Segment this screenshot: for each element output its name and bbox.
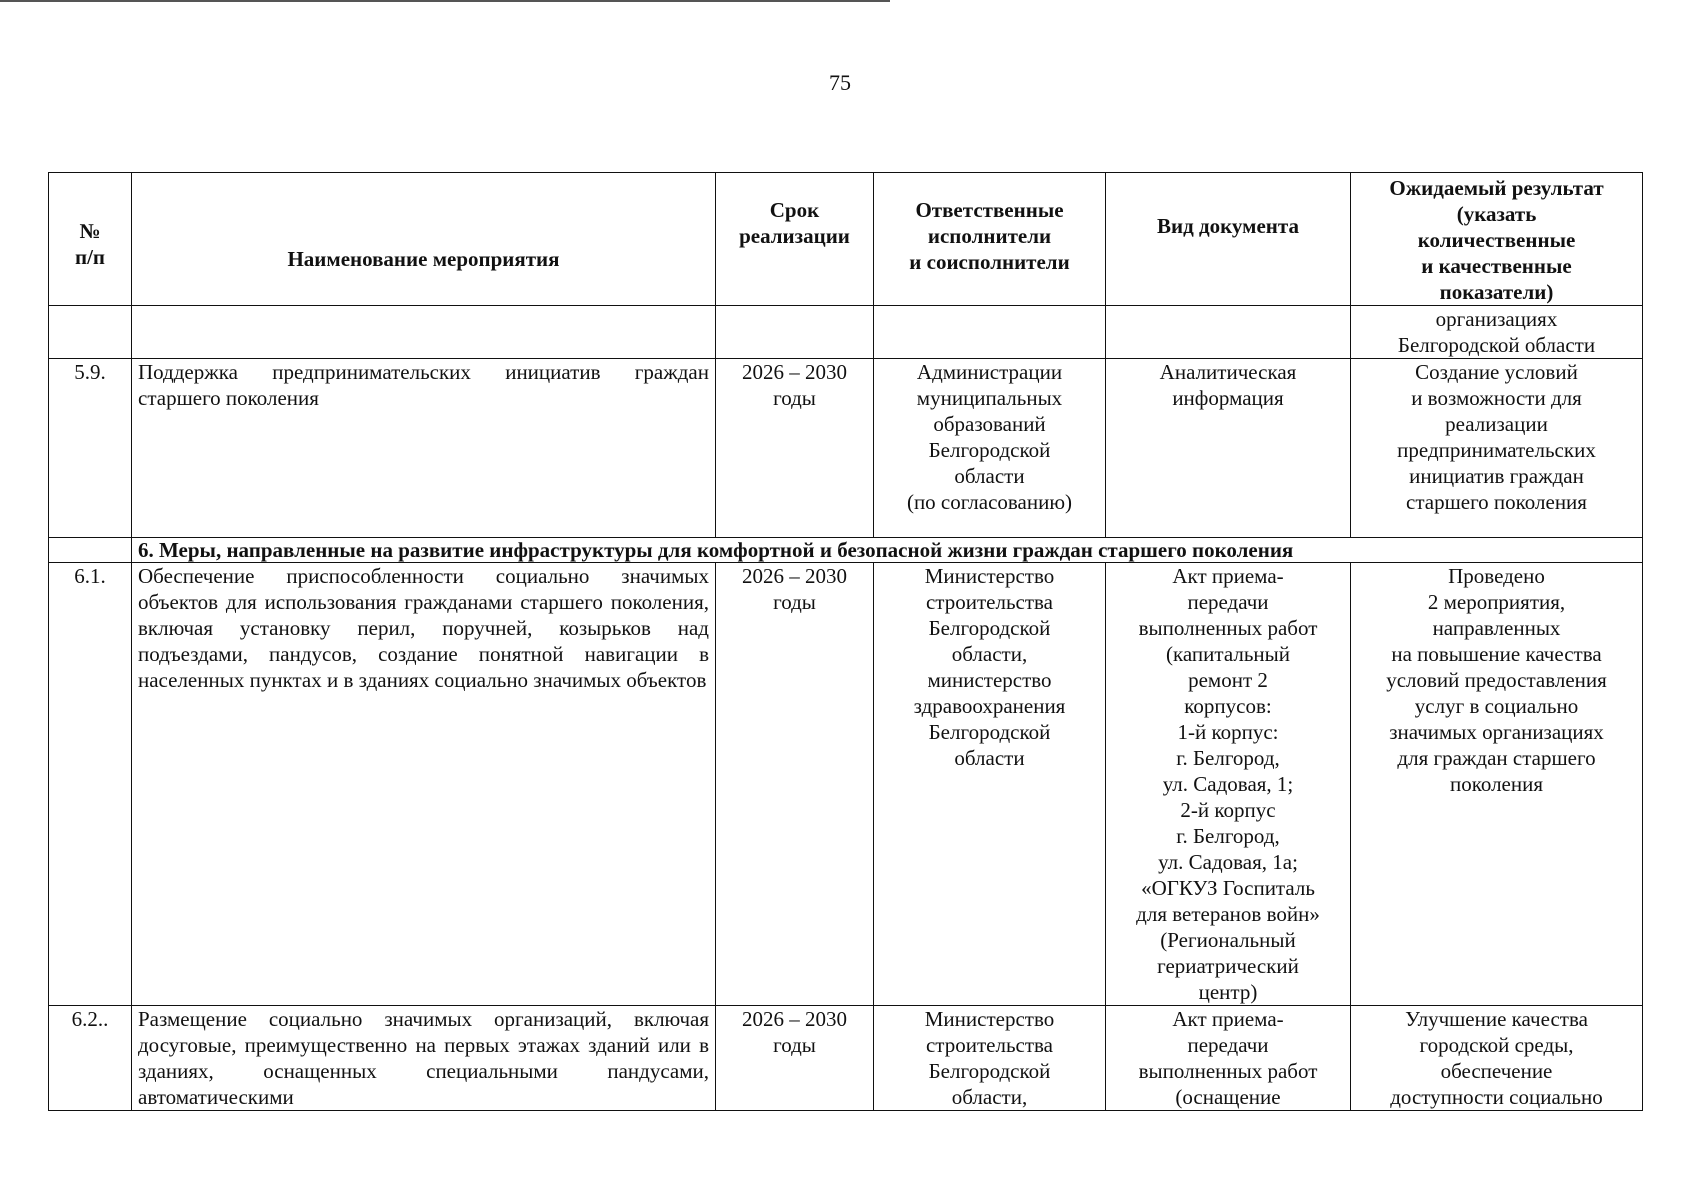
cell-result: Проведено 2 мероприятия, направленных на повышение качества условий предоставления услуг в социально значимых организациях для граждан старшего поколения: [1351, 563, 1643, 1006]
cell-num: 6.1.: [49, 563, 132, 1006]
cell-name: [132, 306, 716, 359]
cell-result: Создание условий и возможности для реализации предпринимательских инициатив граждан старшего поколения: [1351, 359, 1643, 538]
cell-responsible: Министерство строительства Белгородской области,: [874, 1006, 1106, 1111]
page-number: 75: [829, 70, 851, 95]
header-responsible: Ответственные исполнители и соисполнители: [874, 173, 1106, 306]
table-header-row: [49, 173, 1643, 306]
cell-name: Поддержка предпринимательских инициатив граждан старшего поколения: [132, 359, 716, 538]
cell-responsible: [874, 306, 1106, 359]
cell-doc-type: [1106, 306, 1351, 359]
cell-term: 2026 – 2030 годы: [716, 1006, 874, 1111]
cell-term: 2026 – 2030 годы: [716, 563, 874, 1006]
table-row: [49, 359, 1643, 538]
cell-name: Размещение социально значимых организаций, включая досуговые, преимущественно на первых этажах зданий или в зданиях, оснащенных специальными пандусами, автоматическими: [132, 1006, 716, 1111]
cell-doc-type: Акт приема- передачи выполненных работ (капитальный ремонт 2 корпусов: 1-й корпус: г. Белгород, ул. Садовая, 1; 2-й корпус г. Белгород, ул. Садовая, 1а; «ОГКУЗ Госпиталь для ветеранов войн» (Региональный гериатрический центр): [1106, 563, 1351, 1006]
table-row: [49, 1006, 1643, 1111]
header-result: Ожидаемый результат (указать количественные и качественные показатели): [1351, 173, 1643, 306]
cell-responsible: Администрации муниципальных образований Белгородской области (по согласованию): [874, 359, 1106, 538]
measures-table: [48, 172, 1643, 1111]
section-row: [49, 538, 1643, 563]
cell-term: [716, 306, 874, 359]
cell-num: [49, 538, 132, 563]
header-num: № п/п: [49, 173, 132, 306]
cell-num: 6.2..: [49, 1006, 132, 1111]
header-name: Наименование мероприятия: [132, 173, 716, 306]
cell-name: Обеспечение приспособленности социально значимых объектов для использования гражданами старшего поколения, включая установку перил, поручней, козырьков над подъездами, пандусов, создание понятной навигации в населенных пунктах и в зданиях социально значимых объектов: [132, 563, 716, 1006]
cell-num: [49, 306, 132, 359]
header-doc-type: Вид документа: [1106, 173, 1351, 306]
header-term: Срок реализации: [716, 173, 874, 306]
cell-doc-type: Акт приема- передачи выполненных работ (оснащение: [1106, 1006, 1351, 1111]
table-row-continuation: [49, 306, 1643, 359]
scan-edge-line: [0, 0, 890, 2]
cell-responsible: Министерство строительства Белгородской области, министерство здравоохранения Белгородской области: [874, 563, 1106, 1006]
cell-result: Улучшение качества городской среды, обеспечение доступности социально: [1351, 1006, 1643, 1111]
section-title: 6. Меры, направленные на развитие инфраструктуры для комфортной и безопасной жизни граждан старшего поколения: [132, 538, 1643, 563]
cell-term: 2026 – 2030 годы: [716, 359, 874, 538]
table-row: [49, 563, 1643, 1006]
cell-num: 5.9.: [49, 359, 132, 538]
cell-doc-type: Аналитическая информация: [1106, 359, 1351, 538]
cell-result: организациях Белгородской области: [1351, 306, 1643, 359]
